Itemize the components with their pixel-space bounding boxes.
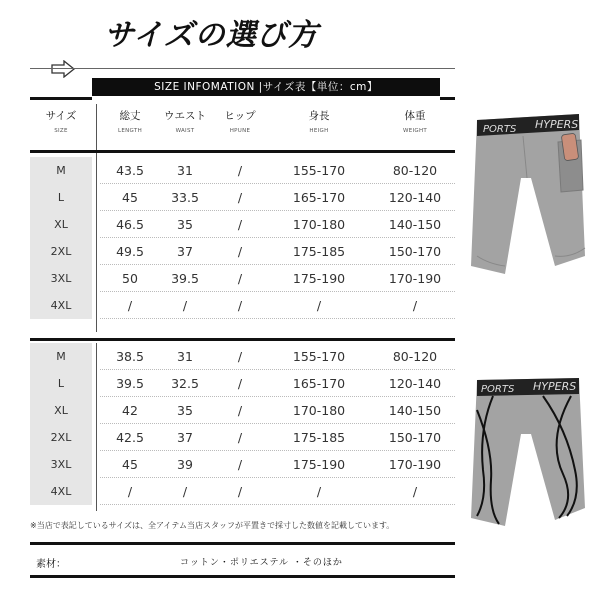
hip-cell: / (237, 244, 243, 259)
arrow-right-icon (50, 60, 76, 78)
size-table-1 (30, 157, 455, 319)
height-cell: 165-170 (292, 190, 346, 205)
col-size: サイズ SIZE (45, 110, 77, 134)
length-cell: 42.5 (116, 430, 144, 445)
length-cell: / (127, 298, 133, 313)
size-table-2 (30, 343, 455, 505)
weight-cell: 120-140 (388, 190, 442, 205)
table-row (30, 478, 455, 505)
length-cell: 38.5 (116, 349, 144, 364)
divider (30, 575, 455, 578)
waist-cell: 32.5 (171, 376, 199, 391)
page-title: サイズの選び方 (104, 18, 319, 53)
table-row (30, 343, 455, 370)
height-cell: 170-180 (292, 403, 346, 418)
row-divider (100, 318, 455, 319)
size-cell: M (30, 157, 92, 184)
hip-cell: / (237, 484, 243, 499)
length-cell: 42 (122, 403, 138, 418)
col-waist: ウエスト WAIST (164, 110, 206, 134)
size-cell: M (30, 343, 92, 370)
weight-cell: 140-150 (388, 403, 442, 418)
waist-cell: 31 (177, 349, 193, 364)
height-cell: 175-190 (292, 271, 346, 286)
height-cell: 170-180 (292, 217, 346, 232)
hip-cell: / (237, 349, 243, 364)
length-cell: 45 (122, 457, 138, 472)
waist-cell: / (182, 484, 188, 499)
divider (30, 542, 455, 545)
size-table-header: SIZE INFOMATION |サイズ表【単位：cm】 (92, 78, 440, 96)
weight-cell: 80-120 (392, 349, 438, 364)
length-cell: 39.5 (116, 376, 144, 391)
height-cell: 175-185 (292, 244, 346, 259)
material-value: コットン・ポリエステル ・そのほか (180, 558, 343, 568)
size-cell: 3XL (30, 451, 92, 478)
size-cell: XL (30, 397, 92, 424)
height-cell: / (316, 298, 322, 313)
hip-cell: / (237, 190, 243, 205)
waist-cell: 31 (177, 163, 193, 178)
table-row (30, 451, 455, 478)
table-row (30, 265, 455, 292)
table-row (30, 292, 455, 319)
compression-shorts-image (463, 370, 588, 535)
weight-cell: 80-120 (392, 163, 438, 178)
waist-cell: 35 (177, 217, 193, 232)
length-cell: 50 (122, 271, 138, 286)
length-cell: 45 (122, 190, 138, 205)
col-weight: 体重 WEIGHT (402, 110, 428, 134)
waist-cell: 37 (177, 244, 193, 259)
hip-cell: / (237, 298, 243, 313)
hip-cell: / (237, 376, 243, 391)
weight-cell: 150-170 (388, 430, 442, 445)
weight-cell: 140-150 (388, 217, 442, 232)
divider (440, 97, 455, 100)
shorts-with-pocket-image (463, 106, 588, 281)
length-cell: 49.5 (116, 244, 144, 259)
column-headers (30, 108, 455, 150)
size-cell: 4XL (30, 292, 92, 319)
table-row (30, 397, 455, 424)
hip-cell: / (237, 457, 243, 472)
size-cell: 4XL (30, 478, 92, 505)
hip-cell: / (237, 271, 243, 286)
table-row (30, 184, 455, 211)
height-cell: 155-170 (292, 163, 346, 178)
height-cell: / (316, 484, 322, 499)
weight-cell: / (412, 298, 418, 313)
measurement-note: ※当店で表記しているサイズは、全アイテム当店スタッフが平置きで採寸した数値を記載しています。 (30, 521, 395, 530)
divider (30, 68, 455, 69)
waist-cell: 37 (177, 430, 193, 445)
weight-cell: 170-190 (388, 271, 442, 286)
table-row (30, 211, 455, 238)
table-row (30, 238, 455, 265)
length-cell: 46.5 (116, 217, 144, 232)
svg-text:PORTS: PORTS (481, 384, 515, 395)
waist-cell: 35 (177, 403, 193, 418)
svg-text:HYPERS: HYPERS (533, 380, 577, 393)
weight-cell: 150-170 (388, 244, 442, 259)
height-cell: 175-185 (292, 430, 346, 445)
size-cell: XL (30, 211, 92, 238)
row-divider (100, 504, 455, 505)
hip-cell: / (237, 403, 243, 418)
weight-cell: 170-190 (388, 457, 442, 472)
table-row (30, 424, 455, 451)
waistband-text-side: PORTS (483, 124, 517, 135)
size-cell: 2XL (30, 424, 92, 451)
table-divider (30, 338, 455, 341)
col-hip: ヒップ HPUNE (224, 110, 256, 134)
waistband-text: HYPERS (535, 118, 579, 131)
size-cell: 2XL (30, 238, 92, 265)
hip-cell: / (237, 430, 243, 445)
table-divider (30, 150, 455, 153)
weight-cell: / (412, 484, 418, 499)
height-cell: 165-170 (292, 376, 346, 391)
material-label: 素材： (36, 559, 66, 570)
hip-cell: / (237, 163, 243, 178)
waist-cell: 39.5 (171, 271, 199, 286)
size-cell: L (30, 370, 92, 397)
length-cell: / (127, 484, 133, 499)
waist-cell: 33.5 (171, 190, 199, 205)
weight-cell: 120-140 (388, 376, 442, 391)
length-cell: 43.5 (116, 163, 144, 178)
table-row (30, 157, 455, 184)
hip-cell: / (237, 217, 243, 232)
table-row (30, 370, 455, 397)
col-height: 身長 HEIGH (308, 110, 330, 134)
divider (30, 97, 92, 100)
size-cell: L (30, 184, 92, 211)
waist-cell: / (182, 298, 188, 313)
col-length: 総丈 LENGTH (117, 110, 142, 134)
height-cell: 175-190 (292, 457, 346, 472)
waist-cell: 39 (177, 457, 193, 472)
height-cell: 155-170 (292, 349, 346, 364)
size-cell: 3XL (30, 265, 92, 292)
